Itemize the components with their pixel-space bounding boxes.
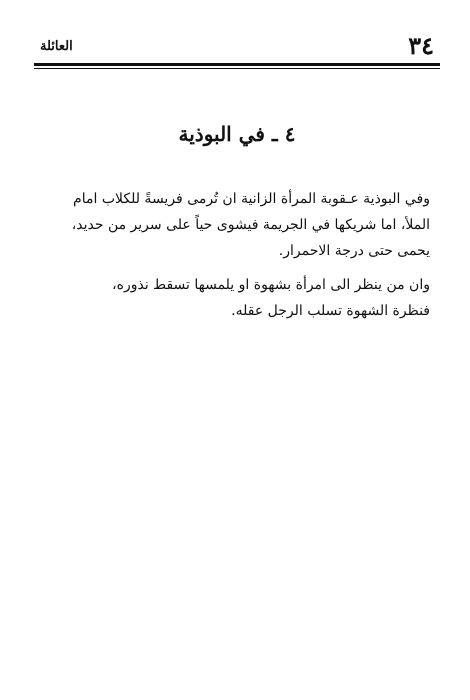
text-line: يحمى حتى درجة الاحمرار. bbox=[278, 243, 430, 259]
paragraph-1 bbox=[42, 186, 430, 264]
text-line: وفي البوذية عـقوبة المرأة الزانية ان تُرمى فريسةً للكلاب امام bbox=[73, 191, 430, 207]
header-rule-thick bbox=[34, 63, 440, 66]
text-line: وان من ينظر الى امرأة بشهوة او يلمسها تسقط نذوره، bbox=[112, 277, 430, 293]
paragraph-2 bbox=[42, 272, 430, 324]
section-heading: ٤ ـ في البوذية bbox=[178, 122, 296, 146]
paragraph-gap bbox=[42, 264, 430, 272]
page-number: ٣٤ bbox=[408, 31, 434, 60]
text-line: الملأ، اما شريكها في الجريمة فيشوى حياً على سرير من حديد، bbox=[71, 217, 430, 233]
body-text bbox=[42, 186, 430, 324]
header-rule-thin bbox=[34, 68, 440, 69]
text-line: فنظرة الشهوة تسلب الرجل عقله. bbox=[231, 303, 430, 319]
running-title: العائلة bbox=[40, 39, 73, 54]
page-header bbox=[34, 30, 440, 60]
